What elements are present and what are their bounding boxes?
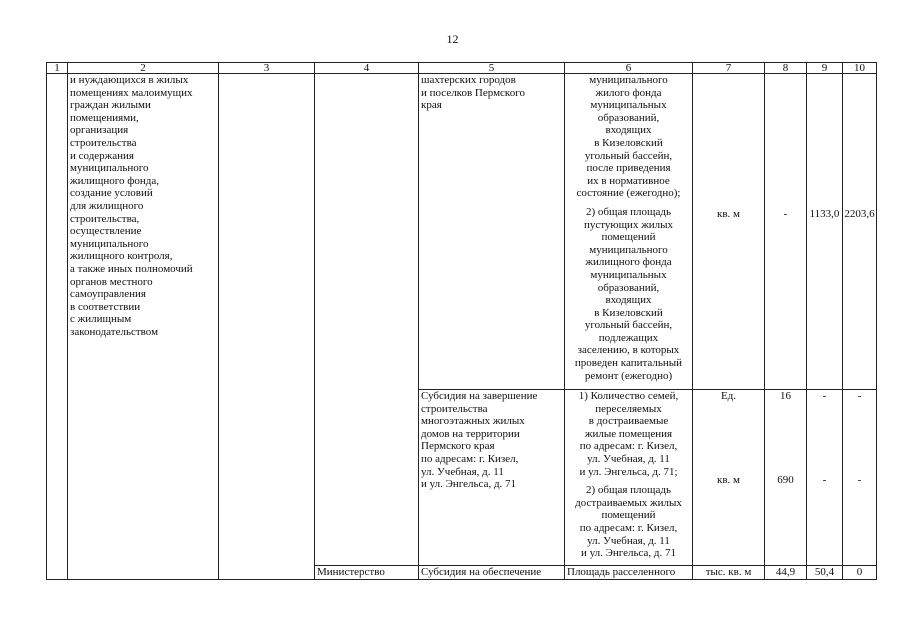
measure-cell: шахтерских городов и поселков Пермского края [419,74,565,390]
column-header: 6 [565,63,693,74]
column-header: 2 [68,63,219,74]
value-text: - [857,473,862,486]
page-number: 12 [446,32,459,46]
unit-text: кв. м [717,473,740,486]
unit-text: Ед. [720,390,737,402]
value-text: 690 [777,473,794,486]
program-table [46,62,877,580]
value-cell [765,390,807,566]
column-header: 3 [219,63,315,74]
value-text: - [783,208,788,220]
table-cell [47,74,68,580]
indicator-text: 2) общая площадь пустующих жилых помещений муниципального жилищного фонда муниципальных образований, входящих в Кизеловский угольный бассейн, подлежащих заселению, в которых проведен капитальный ремонт (ежегодно) [574,205,683,382]
unit-text: кв. м [717,208,740,220]
value-text: 1133,0 [809,208,840,220]
column-header: 9 [807,63,843,74]
column-header: 8 [765,63,807,74]
value-cell [765,74,807,390]
column-header: 1 [47,63,68,74]
column-header: 7 [693,63,765,74]
task-description-cell: и нуждающихся в жилых помещениях малоимущих граждан жилыми помещениями, организация строительства и содержания муниципального жилищного фонда, создание условий для жилищного строительства, осуществление муниципального жилищного контроля, а также иных полномочий органов местного самоуправления в соответствии с жилищным законодательством [68,74,219,580]
indicator-cell [565,74,693,390]
table-row [47,74,877,390]
column-header: 10 [843,63,877,74]
indicator-text: муниципального жилого фонда муниципальных образований, входящих в Кизеловский угольный бассейн, после приведения их в нормативное состояние (ежегодно); [576,74,681,200]
indicator-cell [565,390,693,566]
value-cell: 0 [843,566,877,580]
value-cell [807,74,843,390]
value-text: 2203,6 [844,208,875,220]
table-cell [315,74,419,566]
indicator-text: 1) Количество семей, переселяемых в достраиваемые жилые помещения по адресам: г. Кизел, ул. Учебная, д. 11 и ул. Энгельса, д. 71; [578,390,679,478]
indicator-cell: Площадь расселенного [565,566,693,580]
unit-cell: тыс. кв. м [693,566,765,580]
measure-cell: Субсидия на обеспечение [419,566,565,580]
value-text: - [822,390,827,402]
value-cell [807,390,843,566]
unit-cell [693,390,765,566]
agency-cell: Министерство [315,566,419,580]
value-cell: 44,9 [765,566,807,580]
column-header: 4 [315,63,419,74]
value-text: 16 [780,390,791,402]
indicator-text: 2) общая площадь достраиваемых жилых помещений по адресам: г. Кизел, ул. Учебная, д. 11 и ул. Энгельса, д. 71 [575,484,682,560]
value-cell: 50,4 [807,566,843,580]
column-header: 5 [419,63,565,74]
value-cell [843,390,877,566]
value-text: - [857,390,862,402]
header-row [47,63,877,74]
measure-cell: Субсидия на завершение строительства многоэтажных жилых домов на территории Пермского края по адресам: г. Кизел, ул. Учебная, д. 11 и ул. Энгельса, д. 71 [419,390,565,566]
value-cell [843,74,877,390]
value-text: - [822,473,827,486]
unit-cell [693,74,765,390]
table-cell [219,74,315,580]
